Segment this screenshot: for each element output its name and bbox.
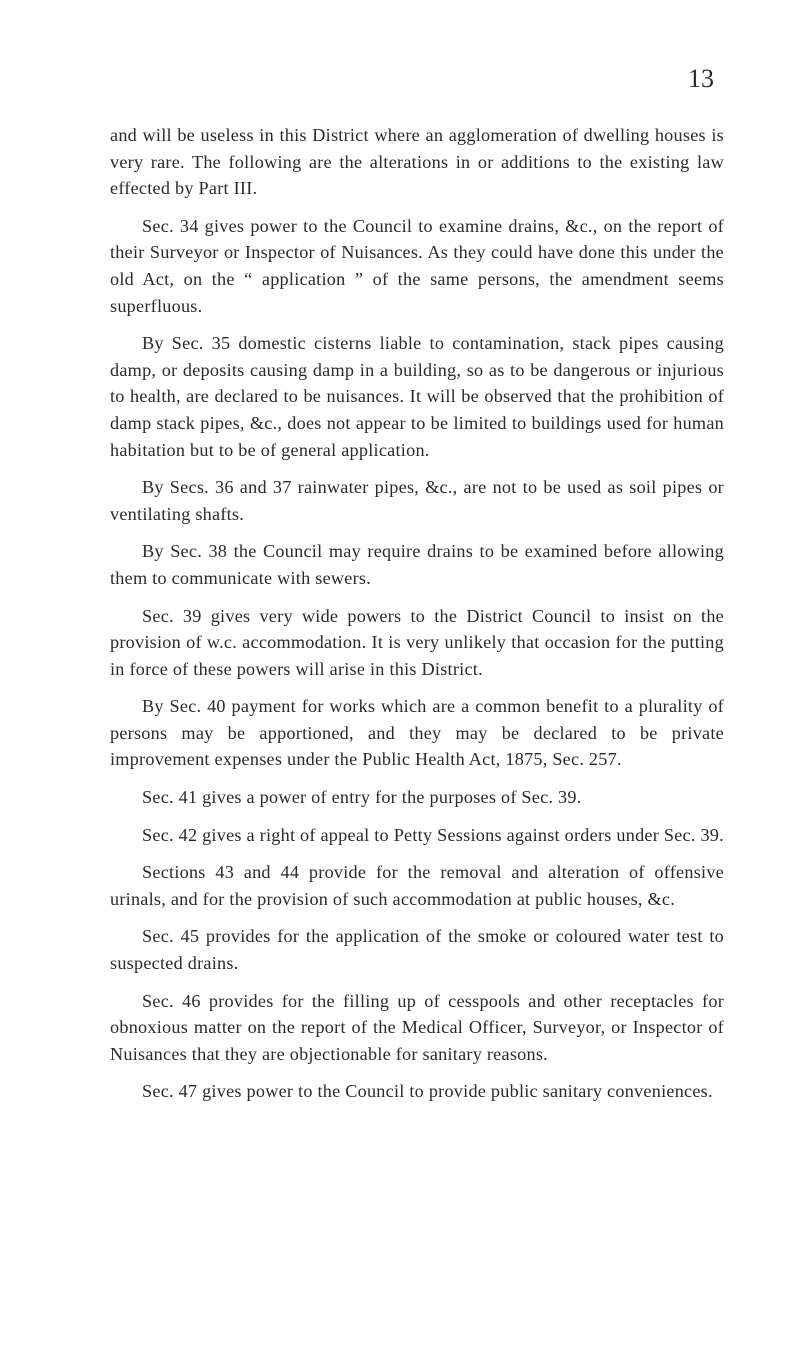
paragraph: Sec. 39 gives very wide powers to the District Council to insist on the provision of w.c. accommodation. It is very unlikely that occasion for the putting in force of these powers will arise in this District. <box>110 605 724 679</box>
page-number: 13 <box>688 64 714 93</box>
body-text <box>110 122 724 1116</box>
paragraph: and will be useless in this District where an agglomeration of dwelling houses is very rare. The following are the alterations in or additions to the existing law effected by Part III. <box>110 125 724 199</box>
paragraph: Sec. 34 gives power to the Council to examine drains, &c., on the report of their Surveyor or Inspector of Nuisances. As they could have done this under the old Act, on the “ application ” of the same persons, the amendment seems superfluous. <box>110 215 724 316</box>
paragraph: Sec. 45 provides for the application of the smoke or coloured water test to suspected drains. <box>110 926 724 974</box>
paragraph: By Sec. 35 domestic cisterns liable to contamination, stack pipes causing damp, or deposits causing damp in a building, so as to be dangerous or injurious to health, are declared to be nuisances. It will be observed that the prohibition of damp stack pipes, &c., does not appear to be limited to buildings used for human habitation but to be of general application. <box>110 333 724 460</box>
paragraph: Sec. 47 gives power to the Council to provide public sanitary conveniences. <box>142 1081 713 1102</box>
paragraph: Sec. 46 provides for the filling up of cesspools and other receptacles for obnoxious matter on the report of the Medical Officer, Surveyor, or Inspector of Nuisances that they are objectionable for sanitary reasons. <box>110 990 724 1064</box>
paragraph: Sec. 42 gives a right of appeal to Petty Sessions against orders under Sec. 39. <box>142 824 724 845</box>
paragraph: Sections 43 and 44 provide for the removal and alteration of offensive urinals, and for the provision of such accommodation at public houses, &c. <box>110 862 724 909</box>
paragraph: Sec. 41 gives a power of entry for the purposes of Sec. 39. <box>142 787 582 808</box>
paragraph: By Sec. 40 payment for works which are a common benefit to a plurality of persons may be apportioned, and they may be declared to be private improvement expenses under the Public Health Act, 1875, Sec. 257. <box>110 696 724 770</box>
paragraph: By Sec. 38 the Council may require drains to be examined before allowing them to communicate with sewers. <box>110 541 724 588</box>
paragraph: By Secs. 36 and 37 rainwater pipes, &c., are not to be used as soil pipes or ventilating shafts. <box>110 477 724 524</box>
